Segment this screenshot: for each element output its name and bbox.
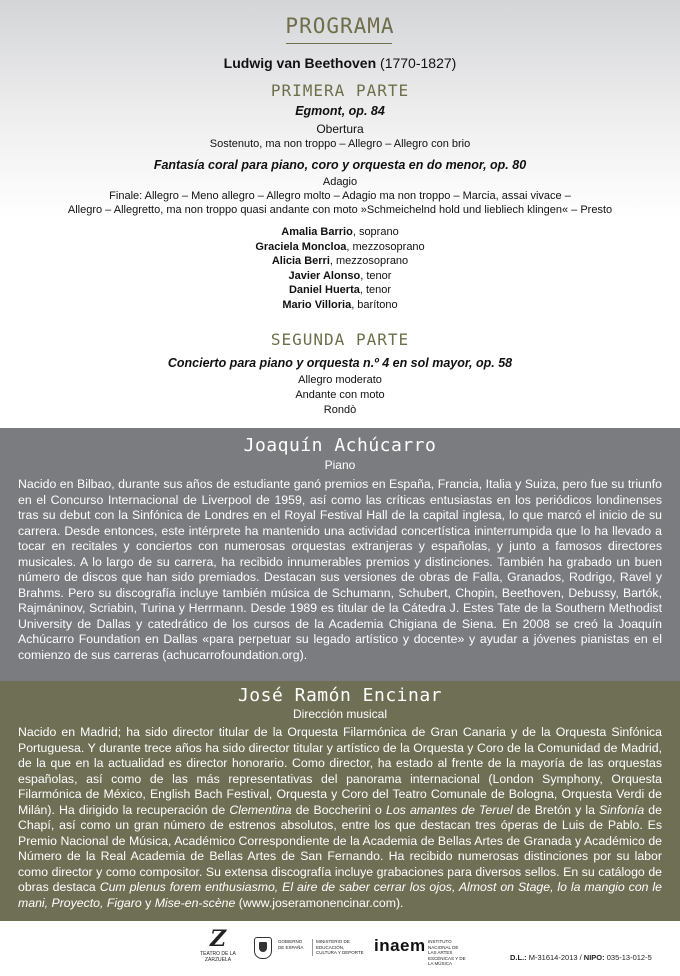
- pianist-bio-text: Nacido en Bilbao, durante sus años de estudiante ganó premios en España, Francia, Italia y Suiza, pero fue su triunfo en el Concurso Internacional de Liverpool de 1959, así como las críticas entusiastas en los periódicos londinenses tras su debut con la Sinfónica de Londres en el Royal Festival Hall de la capital inglesa, lo que marcó el inicio de su carrera. Desde entonces, este intérprete ha mantenido una actividad concertística ininterrumpida que lo ha llevado a tocar en recitales y conciertos con numerosas orquestas extranjeras y españolas, y junto a famosos directores musicales. A lo largo de su carrera, ha recibido innumerables premios y distinciones. También ha grabado un buen número de discos que han sido premiados. Destacan sus versiones de obras de Falla, Granados, Rodrigo, Ravel y Brahms. Pero su discografía incluye también música de Schumann, Schubert, Chopin, Beethoven, Debussy, Bartók, Rajmáninov, Scriabin, Turina y Herrmann. Desde 1989 es titular de la Cátedra J. Estes Tate de la Southern Methodist University de Dallas y catedrático de los cursos de la Academia Chigiana de Siena. En 2008 se creó la Joaquín Achúcarro Foundation en Dallas «para perpetuar su legado artístico y docente» y ayudar a jóvenes pianistas en el comienzo de sus carreras (achucarrofoundation.org).: [18, 477, 662, 662]
- work-title-italic: Los amantes de Teruel: [386, 802, 513, 817]
- zarzuela-logo-icon: Z: [209, 926, 227, 952]
- conductor-role: Dirección musical: [292, 707, 388, 721]
- gobierno-logo: [254, 937, 364, 959]
- work1-title: Egmont, op. 84: [295, 104, 385, 118]
- teatro-zarzuela-logo: [198, 927, 238, 963]
- work-title-italic: Sinfonía: [599, 802, 645, 817]
- pianist-bio-section: [0, 428, 680, 681]
- performer: Mario Villoria, barítono: [282, 298, 398, 311]
- performer: Daniel Huerta, tenor: [288, 284, 392, 296]
- footer: [0, 921, 680, 976]
- inaem-subtitle: INSTITUTO NACIONAL DE LAS ARTES ESCÉNICAS Y DE LA MÚSICA: [428, 939, 466, 966]
- performer: Amalia Barrio, soprano: [281, 226, 399, 238]
- performers-list: [0, 225, 680, 312]
- performer: Graciela Moncloa, mezzosoprano: [255, 240, 425, 253]
- pianist-role: Piano: [324, 458, 356, 472]
- work-title-italic: Clementina: [229, 802, 292, 817]
- conductor-name: José Ramón Encinar: [237, 685, 443, 706]
- part1-title: PRIMERA PARTE: [270, 81, 410, 100]
- pianist-name: Joaquín Achúcarro: [243, 435, 437, 456]
- work2-line3: Allegro – Allegretto, ma non troppo quasi andante con moto »Schmeichelnd hold und liebliech klingen« – Presto: [67, 204, 613, 216]
- work2-line2: Finale: Allegro – Meno allegro – Allegro molto – Adagio ma non troppo – Marcia, assai vivace –: [109, 190, 571, 202]
- work-title-italic: Mise-en-scène: [154, 895, 236, 910]
- work3-movement1: Allegro moderato: [298, 374, 382, 386]
- work3-movement2: Andante con moto: [295, 389, 385, 401]
- ministerio-text: MINISTERIO DE EDUCACIÓN, CULTURA Y DEPORTE: [312, 939, 364, 956]
- coat-of-arms-icon: [254, 937, 272, 959]
- performer: Javier Alonso, tenor: [288, 269, 392, 282]
- zarzuela-caption: TEATRO DE LA ZARZUELA: [200, 951, 236, 963]
- work3-movement3: Rondò: [323, 404, 357, 416]
- work1-tempo: Sostenuto, ma non troppo – Allegro – Allegro con brio: [209, 138, 471, 150]
- programme-title: PROGRAMA: [285, 14, 395, 38]
- inaem-wordmark: inaem: [374, 936, 426, 955]
- work2-line1: Adagio: [322, 176, 358, 188]
- performer: Alicia Berri, mezzosoprano: [271, 255, 409, 267]
- work1-subtitle: Obertura: [316, 122, 364, 136]
- work-title-italic: Cum plenus forem enthusiasmo, El aire de saber cerrar los ojos, Almost on Stage, lo la mangio con le mani, Proyecto, Figaro: [18, 880, 662, 910]
- programme-section: [0, 0, 680, 428]
- work2-title: Fantasía coral para piano, coro y orquesta en do menor, op. 80: [153, 158, 527, 172]
- inaem-logo: [374, 936, 466, 966]
- work3-title: Concierto para piano y orquesta n.º 4 en sol mayor, op. 58: [167, 356, 513, 370]
- legal-deposit: D.L.: M-31614-2013 / NIPO: 035-13-012-5: [510, 953, 652, 962]
- conductor-bio-text: Nacido en Madrid; ha sido director titular de la Orquesta Filarmónica de Gran Canaria y de la Orquesta Sinfónica Portuguesa. Y durante trece años ha sido director titular y artístico de la Orquesta y Coro de la Comunidad de Madrid, de la que en la actualidad es director honorario. Como director, ha estado al frente de la mayoría de las orquestas españolas, así como de las más representativas del panorama internacional (London Symphony, Orquesta Filarmónica de México, English Bach Festival, Orquesta y Coro del Teatro Comunale de Bologna, Orquesta Verdi de Milán). Ha dirigido la recuperación de Clementina de Boccherini o Los amantes de Teruel de Bretón y la Sinfonía de Chapí, así como un gran número de estrenos absolutos, entre los que destacan tres óperas de Luis de Pablo. Es Premio Nacional de Música, Académico Correspondiente de la Academia de Bellas Artes de Granada y Académico de Número de la Real Academia de Bellas Artes de San Fernando. Ha recibido numerosas distinciones por su labor como director y como compositor. Su extensa discografía incluye grabaciones para diversos sellos. En su catálogo de obras destaca Cum plenus forem enthusiasmo, El aire de saber cerrar los ojos, Almost on Stage, lo la mangio con le mani, Proyecto, Figaro y Mise-en-scène (www.joseramonencinar.com).: [18, 725, 662, 910]
- title-underline: [286, 43, 392, 44]
- part2-title: SEGUNDA PARTE: [270, 330, 410, 349]
- composer-dates: (1770-1827): [380, 55, 457, 71]
- conductor-bio-section: [0, 681, 680, 921]
- composer-line: [0, 55, 680, 71]
- gobierno-text: GOBIERNO DE ESPAÑA: [278, 939, 304, 950]
- composer-name: Ludwig van Beethoven: [223, 55, 377, 71]
